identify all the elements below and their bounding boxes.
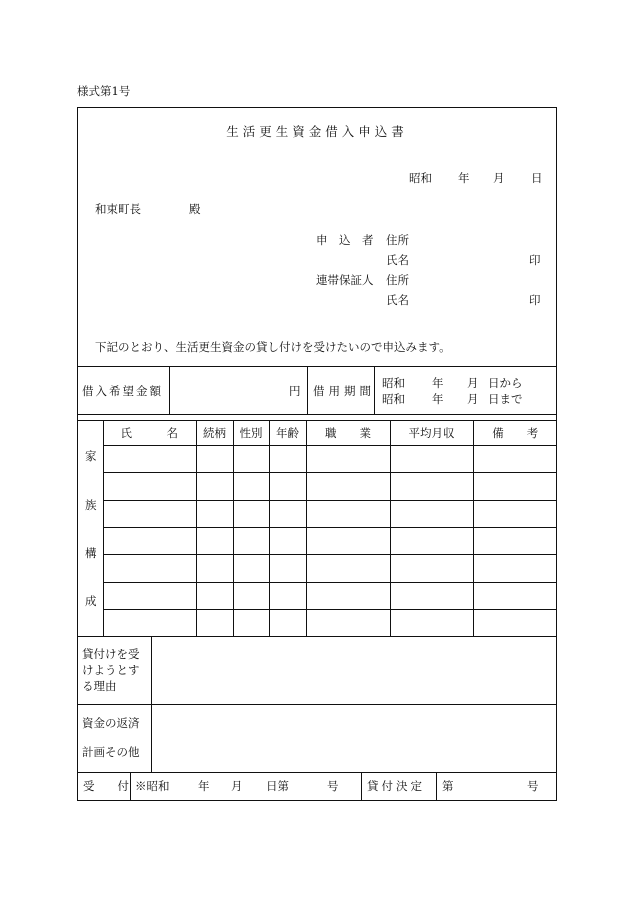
family-cell[interactable] [390,610,473,637]
family-cell[interactable] [196,582,233,609]
receipt-number: 号 [327,779,339,793]
family-cell[interactable] [473,582,557,609]
divider-footer-2 [361,772,362,800]
decision-no: 第 [442,779,454,793]
table-row [103,500,557,527]
header-name: 氏 名 [103,421,196,445]
reason-line1: 貸付けを受 [82,647,140,661]
family-cell[interactable] [473,527,557,554]
family-cell[interactable] [196,445,233,472]
header-age: 年齢 [269,421,306,445]
application-form [77,107,557,801]
family-side-2: 族 [85,498,97,512]
family-cell[interactable] [473,445,557,472]
applicant-address-label: 住所 [386,233,409,247]
family-cell[interactable] [103,610,196,637]
divider-footer-3 [436,772,437,800]
receipt-year: 年 [198,779,210,793]
table-row [103,527,557,554]
family-cell[interactable] [473,473,557,500]
family-cell[interactable] [390,445,473,472]
family-cell[interactable] [390,582,473,609]
family-cell[interactable] [196,500,233,527]
repayment-line1: 資金の返済 [82,716,140,730]
family-cell[interactable] [196,527,233,554]
guarantor-name-label: 氏名 [386,293,409,307]
guarantor-label: 連帯保証人 [316,273,374,287]
reason-line3: る理由 [82,679,117,693]
period-from-month: 月 [467,376,479,390]
receipt-day-no: 日第 [266,779,289,793]
divider-loan-2 [307,366,308,414]
family-cell[interactable] [306,610,390,637]
receipt-label: 受 付 [83,779,129,793]
family-cell[interactable] [390,555,473,582]
table-row [103,582,557,609]
family-cell[interactable] [103,582,196,609]
receipt-month: 月 [231,779,243,793]
family-cell[interactable] [306,500,390,527]
family-side-1: 家 [85,449,97,463]
period-to-era: 昭和 [382,392,405,406]
header-occupation: 職 業 [306,421,390,445]
family-cell[interactable] [103,500,196,527]
family-cell[interactable] [473,500,557,527]
table-row [103,445,557,472]
family-cell[interactable] [390,473,473,500]
header-gender: 性別 [233,421,269,445]
applicant-name-label: 氏名 [386,253,409,267]
period-to-year: 年 [432,392,444,406]
loan-amount-label: 借入希望金額 [82,384,163,398]
family-cell[interactable] [233,555,269,582]
loan-amount-unit: 円 [289,384,301,398]
reason-input-area[interactable] [152,637,556,704]
family-cell[interactable] [306,582,390,609]
family-cell[interactable] [390,500,473,527]
family-cell[interactable] [269,445,306,472]
family-cell[interactable] [269,527,306,554]
family-cell[interactable] [390,527,473,554]
date-year: 年 [458,171,470,185]
addressee-name: 和束町長 [95,202,141,216]
application-statement: 下記のとおり、生活更生資金の貸し付けを受けたいので申込みます。 [95,340,451,354]
family-cell[interactable] [103,473,196,500]
table-row [103,473,557,500]
family-cell[interactable] [306,473,390,500]
family-cell[interactable] [196,610,233,637]
family-cell[interactable] [269,610,306,637]
repayment-input-area[interactable] [152,705,556,772]
period-to-suffix: 日まで [488,392,523,406]
family-header-row [103,421,557,445]
period-from-year: 年 [432,376,444,390]
family-cell[interactable] [306,527,390,554]
family-cell[interactable] [269,500,306,527]
date-era: 昭和 [409,171,432,185]
applicant-label: 申 込 者 [316,233,374,247]
guarantor-address-label: 住所 [386,273,409,287]
divider-footer-top [78,772,556,773]
date-day: 日 [531,171,543,185]
reason-line2: けようとす [82,663,140,677]
receipt-era: ※昭和 [135,779,170,793]
family-cell[interactable] [233,610,269,637]
family-cell[interactable] [306,445,390,472]
family-cell[interactable] [103,527,196,554]
family-cell[interactable] [233,473,269,500]
date-month: 月 [493,171,505,185]
loan-period-label: 借用期間 [313,384,375,398]
divider-loan-top [78,366,556,367]
period-from-suffix: 日から [488,376,523,390]
guarantor-seal: 印 [529,293,541,307]
family-side-3: 構 [85,546,97,560]
family-table [103,421,557,637]
family-cell[interactable] [473,610,557,637]
family-cell[interactable] [103,555,196,582]
repayment-line2: 計画その他 [82,745,140,759]
addressee-honorific: 殿 [189,202,201,216]
applicant-seal: 印 [529,253,541,267]
header-relation: 続柄 [196,421,233,445]
header-remarks: 備 考 [473,421,557,445]
family-cell[interactable] [196,473,233,500]
family-cell[interactable] [196,555,233,582]
family-cell[interactable] [473,555,557,582]
family-cell[interactable] [233,500,269,527]
family-cell[interactable] [269,582,306,609]
table-row [103,555,557,582]
period-to-month: 月 [467,392,479,406]
divider-loan-1 [169,366,170,414]
family-cell[interactable] [306,555,390,582]
form-title: 生活更生資金借入申込書 [226,124,408,139]
form-number: 様式第1号 [77,84,131,98]
double-rule-a [78,414,556,415]
family-cell[interactable] [233,527,269,554]
divider-footer-1 [130,772,131,800]
family-side-4: 成 [85,594,97,608]
family-cell[interactable] [233,445,269,472]
family-cell[interactable] [269,555,306,582]
table-row [103,610,557,637]
family-cell[interactable] [269,473,306,500]
header-income: 平均月収 [390,421,473,445]
decision-label: 貸付決定 [367,779,425,793]
period-from-era: 昭和 [382,376,405,390]
decision-number: 号 [527,779,539,793]
family-cell[interactable] [103,445,196,472]
family-cell[interactable] [233,582,269,609]
